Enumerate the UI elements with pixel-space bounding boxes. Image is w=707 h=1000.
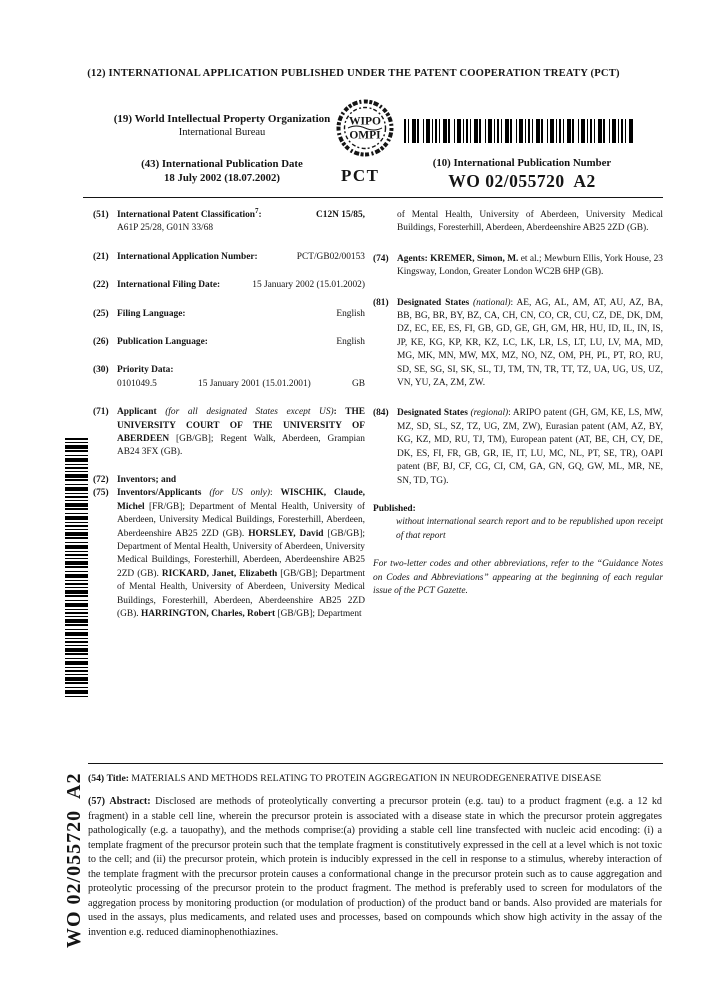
- two-letter-codes-note: For two-letter codes and other abbreviations, refer to the “Guidance Notes on Codes and Abbreviations” appearing at the beginning of each regular issue of the PCT Gazette.: [373, 559, 663, 596]
- publication-date-label: (43) International Publication Date: [141, 158, 303, 170]
- text-segment: : ARIPO patent (GH, GM, KE, LS, MW, MZ, SD, SL, SZ, TZ, UG, ZM, ZW), Eurasian patent (AM, AZ, BY, KG, KZ, MD, RU, TJ, TM), European patent (AT, BE, CH, CY, DE, DK, ES, FI, FR, GB, GR, IE, IT, LU, MC, NL, PT, SE, TR), OAPI patent (BF, BJ, CF, CG, CI, CM, GA, GN, GQ, GW, ML, MR, NE, SN, TD, TG).: [397, 408, 663, 486]
- abstract-label: Abstract:: [109, 796, 151, 807]
- publication-number-value: WO 02/055720 A2: [448, 171, 596, 191]
- wipo-org-name: (19) World Intellectual Property Organization: [113, 113, 331, 125]
- inid-code: (30): [93, 365, 109, 376]
- inventors-continuation-text: of Mental Health, University of Aberdeen, University Medical Buildings, Foresterhill, Aberdeen, Aberdeenshire AB25 2ZD (GB).: [397, 210, 663, 234]
- inid-code: (22): [93, 280, 109, 291]
- text-segment: THE UNIVERSITY COURT OF THE UNIVERSITY OF ABERDEEN: [117, 407, 365, 445]
- text-segment: WISCHIK, Claude, Michel: [117, 488, 365, 512]
- inventors-applicants-text: [117, 488, 365, 619]
- inid-51-classification: [93, 206, 365, 236]
- priority-date: 15 January 2001 (15.01.2001): [198, 378, 311, 389]
- application-number-value: PCT/GB02/00153: [296, 251, 365, 262]
- text-segment: (national): [473, 297, 511, 308]
- text-segment: Inventors/Applicants: [117, 488, 210, 499]
- priority-data-label: Priority Data:: [117, 365, 174, 376]
- inid-code: (57): [88, 796, 105, 807]
- text-segment: [GB/GB]; Department of Mental Health, University of Aberdeen, University Medical Buildings, Foresterhill, Aberdeen, Aberdeenshire AB25 2ZD (GB).: [117, 528, 366, 579]
- text-segment: HORSLEY, David: [248, 528, 324, 539]
- wipo-org-bureau: International Bureau: [178, 127, 266, 138]
- inid-code: (25): [93, 308, 109, 319]
- published-label: Published:: [373, 503, 416, 514]
- publication-date-block: [98, 157, 346, 185]
- text-segment: :: [333, 407, 346, 418]
- inid-code: (26): [93, 337, 109, 348]
- published-block: [373, 503, 663, 543]
- document-kind-line: (12) INTERNATIONAL APPLICATION PUBLISHED UNDER THE PATENT COOPERATION TREATY (PCT): [87, 68, 620, 79]
- svg-text:WIPO: WIPO: [349, 115, 381, 128]
- application-number-label: International Application Number:: [117, 251, 258, 262]
- priority-data-row: [117, 378, 365, 391]
- margin-barcode: [65, 438, 88, 698]
- publication-barcode: [404, 119, 634, 143]
- text-segment: [GB/GB]; Regent Walk, Aberdeen, Grampian AB24 3FX (GB).: [117, 434, 365, 458]
- publication-number-block: [398, 156, 646, 192]
- text-segment: : AE, AG, AL, AM, AT, AU, AZ, BA, BB, BG, BR, BY, BZ, CA, CH, CN, CO, CR, CU, CZ, DE, DK, DM, DZ, EC, EE, ES, FI, GB, GD, GE, GH, GM, HR, HU, ID, IL, IN, IS, JP, KE, KG, KP, KR, KZ, LC, LK, LR, LS, LT, LU, LV, MA, MD, MG, MK, MN, MW, MX, MZ, NO, NZ, OM, PH, PL, PT, RO, RU, SD, SE, SG, SI, SK, SL, TJ, TM, TN, TR, TT, TZ, UA, UG, US, UZ, VN, YU, ZA, ZM, ZW.: [397, 297, 663, 389]
- classification-value-2: A61P 25/28, G01N 33/68: [117, 223, 214, 234]
- wipo-seal-icon: [336, 98, 394, 158]
- right-column: [373, 209, 663, 621]
- abstract-text: Disclosed are methods of proteolytically converting a precursor protein (e.g. tau) to a product fragment (e.g. a 12 kd fragment) in a stable cell line, wherein the precursor protein is associated with a disease state in which the precursor protein aggregates pathologically (e.g. a tauopathy), and the methods comprise:(a) providing a stable cell line transfected with nucleic acid encoding: (i) a template fragment of the precursor protein such that the template fragment is constitutively expressed in the cell at a level which is not toxic to the cell; and (ii) the precursor protein, which protein is inducibly expressed in the cell in response to a stimulus, whereby interaction of the template fragment with the precursor protein causes a conformational change in the precursor protein such as to cause aggregation and proteolytic processing of the precursor protein to the product fragment. The method is preferably used to screen for modulators of the aggregation process by monitoring production (or modulation of production) of the product band or bands. Also provided are materials for used in the assays, plus medicaments, and related uses and processes, based on compounds which show high activity in the assay of the invention e.g. reduced diaminophenothiazines.: [88, 796, 663, 938]
- invention-title: MATERIALS AND METHODS RELATING TO PROTEIN AGGREGATION IN NEURODEGENERATIVE DISEASE: [128, 773, 602, 784]
- text-segment: Applicant: [117, 407, 166, 418]
- text-segment: [GB/GB]; Department: [275, 608, 362, 619]
- wipo-seal-svg: [336, 98, 394, 158]
- inid-21-application-number: [93, 251, 365, 264]
- applicant-text: [117, 407, 365, 457]
- publication-number-label: (10) International Publication Number: [432, 157, 612, 169]
- priority-country: GB: [351, 378, 365, 389]
- inid-71-applicant: [93, 406, 365, 460]
- text-segment: [FR/GB]; Department of Mental Health, University of Aberdeen, University Medical Buildings, Foresterhill, Aberdeen, Aberdeenshire AB25 2ZD (GB).: [117, 501, 365, 539]
- text-segment: (regional): [470, 408, 509, 419]
- inid-code: (84): [373, 408, 389, 419]
- bibliographic-columns: [93, 206, 663, 621]
- title-label: Title:: [106, 773, 129, 784]
- inid-25-filing-language: [93, 308, 365, 321]
- inid-code: (75): [93, 488, 109, 499]
- inid-code: (74): [373, 253, 389, 264]
- inid-26-publication-language: [93, 336, 365, 349]
- inid-84-designated-states-regional: [373, 407, 663, 487]
- text-segment: Designated States: [397, 408, 471, 419]
- inid-code: (51): [93, 210, 109, 220]
- agents-text: [397, 254, 663, 277]
- filing-language-label: Filing Language:: [117, 308, 186, 319]
- inid-74-agents: [373, 253, 663, 280]
- publication-language-value: English: [336, 337, 365, 348]
- text-segment: et al.; Mewburn Ellis, York House, 23 Kingsway, London, Greater London WC2B 6HP (GB).: [397, 253, 663, 278]
- inid-code: (54): [88, 773, 105, 784]
- inid-22-filing-date: [93, 279, 365, 292]
- inid-75-inventors-applicants: [93, 487, 365, 621]
- classification-value-1: C12N 15/85,: [316, 210, 365, 220]
- inid-72-inventors: [93, 474, 365, 487]
- filing-language-value: English: [336, 308, 365, 319]
- svg-text:OMPI: OMPI: [349, 129, 381, 142]
- inventors-label: Inventors; and: [117, 474, 177, 485]
- inid-30-priority-data: [93, 364, 365, 391]
- text-segment: (for US only): [209, 488, 270, 499]
- pct-label: PCT: [341, 166, 380, 185]
- text-segment: [GB/GB]; Department of Mental Health, University of Aberdeen, University Medical Buildings, Foresterhill, Aberdeen, Aberdeenshire AB25 2ZD (GB).: [117, 568, 366, 619]
- vertical-publication-number: WO 02/055720 A2: [63, 772, 85, 948]
- text-segment: RICKARD, Janet, Elizabeth: [161, 568, 278, 579]
- inid-code: (71): [93, 407, 109, 418]
- classification-label: International Patent Classification$^7$:: [117, 206, 262, 220]
- filing-date-value: 15 January 2002 (15.01.2002): [252, 280, 365, 291]
- abstract-block: [88, 795, 662, 940]
- text-segment: :: [269, 488, 281, 499]
- text-segment: (for all designated States except US): [165, 407, 334, 418]
- text-segment: Agents:: [397, 253, 431, 264]
- text-segment: Designated States: [397, 297, 474, 308]
- text-segment: KREMER, Simon, M.: [430, 253, 519, 264]
- inid-code: (21): [93, 251, 109, 262]
- filing-date-label: International Filing Date:: [117, 280, 221, 291]
- designated-states-national-text: [397, 298, 663, 388]
- inventors-continuation: [373, 209, 663, 236]
- priority-application-number: 0101049.5: [117, 378, 157, 389]
- title-divider: [88, 763, 663, 764]
- inid-code: (81): [373, 297, 389, 308]
- title-line: [88, 773, 666, 784]
- published-note: without international search report and to be republished upon receipt of that report: [396, 517, 663, 541]
- inid-81-designated-states-national: [373, 297, 663, 391]
- publication-date-value: 18 July 2002 (18.07.2002): [163, 172, 281, 184]
- publication-language-label: Publication Language:: [117, 337, 208, 348]
- wipo-org-block: [98, 112, 346, 140]
- designated-states-regional-text: [397, 408, 663, 485]
- left-column: [93, 206, 366, 621]
- text-segment: HARRINGTON, Charles, Robert: [140, 608, 276, 619]
- header-divider: [83, 197, 663, 198]
- inid-code: (72): [93, 474, 109, 485]
- classification-superscript: 7: [255, 206, 259, 215]
